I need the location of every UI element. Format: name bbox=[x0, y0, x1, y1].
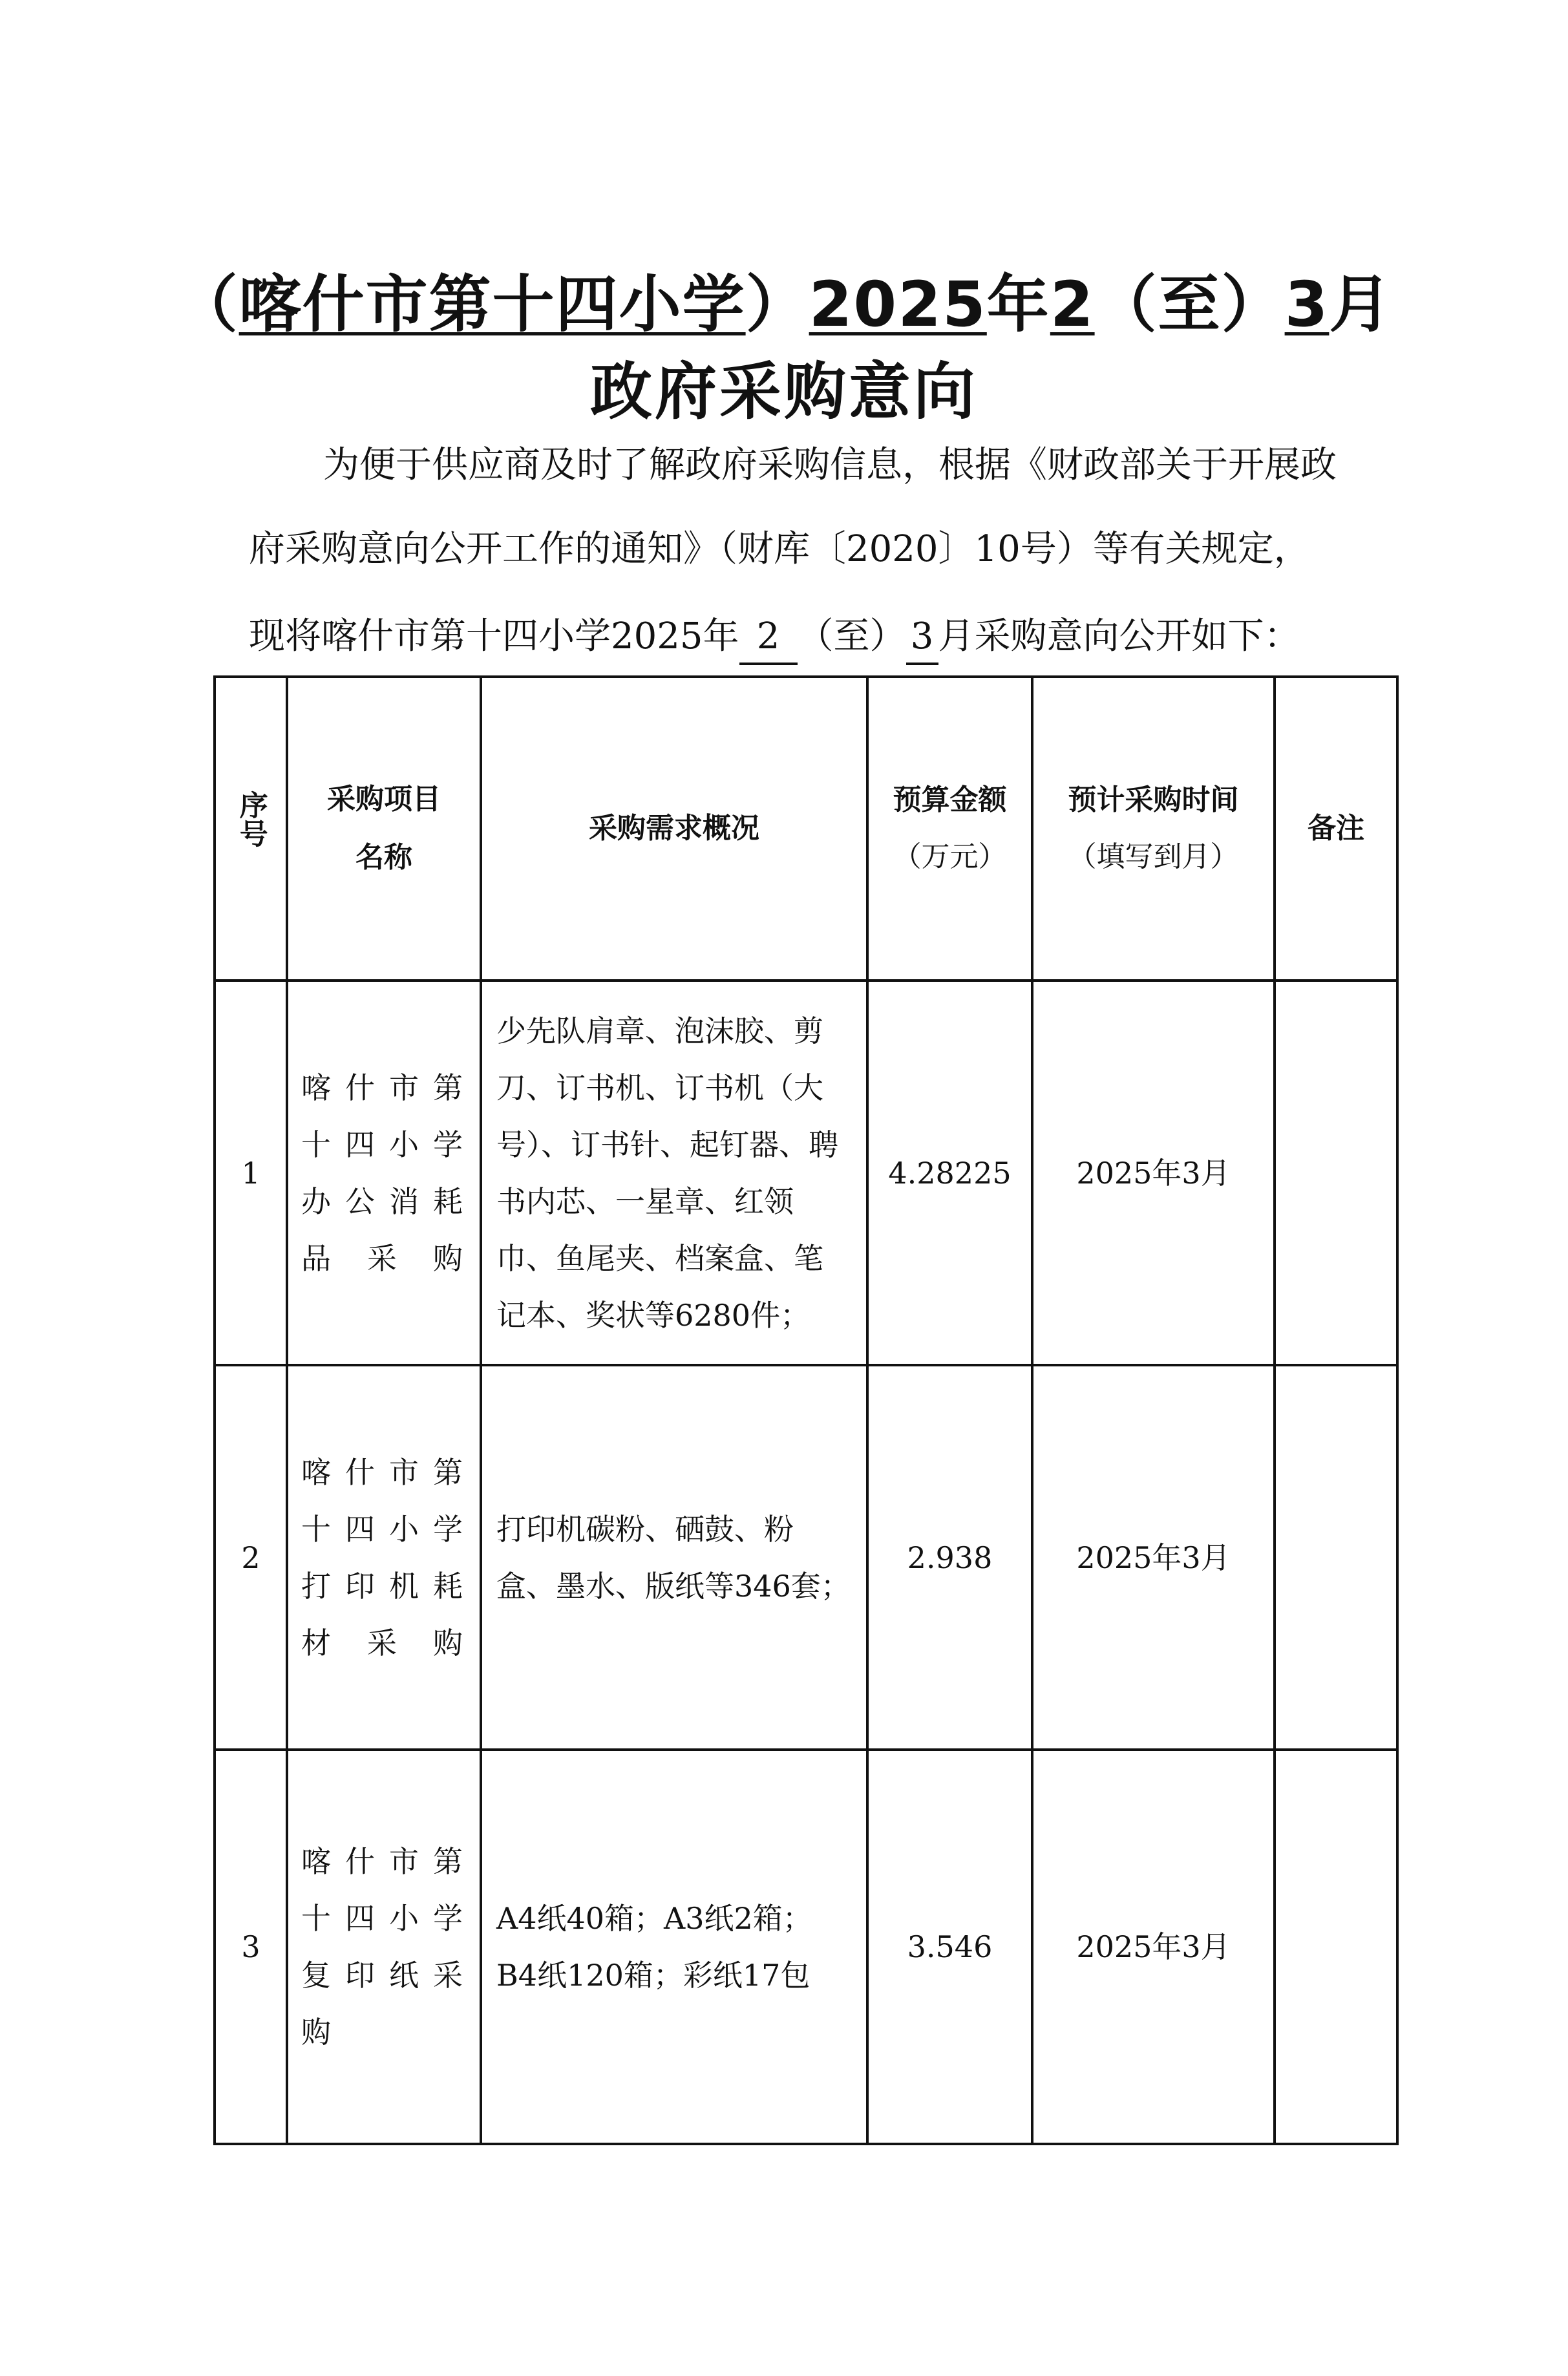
cell-name: 喀什市第十四小学打印机耗材采购 bbox=[287, 1365, 481, 1750]
cell-desc: 打印机碳粉、硒鼓、粉盒、墨水、版纸等346套； bbox=[481, 1365, 867, 1750]
title-month-from: 2 bbox=[1050, 268, 1095, 341]
cell-remark bbox=[1275, 1750, 1397, 2144]
cell-time: 2025年3月 bbox=[1032, 981, 1275, 1365]
cell-budget: 2.938 bbox=[867, 1365, 1032, 1750]
intro-line-2: 府采购意向公开工作的通知》（财库〔2020〕10号）等有关规定， bbox=[249, 528, 1310, 570]
intro-month-to: 3 bbox=[906, 611, 938, 665]
title-year: 2025 bbox=[809, 268, 987, 341]
intro-line-1: 为便于供应商及时了解政府采购信息，根据《财政部关于开展政 bbox=[323, 444, 1337, 486]
table-row bbox=[215, 1750, 1397, 2144]
cell-desc: A4纸40箱；A3纸2箱；B4纸120箱；彩纸17包 bbox=[481, 1750, 867, 2144]
cell-seq: 3 bbox=[215, 1750, 287, 2144]
cell-name: 喀什市第十四小学复印纸采购 bbox=[287, 1750, 481, 2144]
cell-name: 喀什市第十四小学办公消耗品采购 bbox=[287, 981, 481, 1365]
header-remark: 备注 bbox=[1275, 677, 1397, 981]
header-time: 预计采购时间 （填写到月） bbox=[1032, 677, 1275, 981]
intro-line-3-text-c: 月采购意向公开如下： bbox=[938, 615, 1300, 657]
document-title bbox=[0, 255, 1568, 344]
cell-remark bbox=[1275, 981, 1397, 1365]
title-year-unit: 年 bbox=[986, 268, 1050, 341]
cell-budget: 4.28225 bbox=[867, 981, 1032, 1365]
cell-budget: 3.546 bbox=[867, 1750, 1032, 2144]
header-desc: 采购需求概况 bbox=[481, 677, 867, 981]
intro-month-from: 2 bbox=[739, 611, 798, 665]
table-header-row bbox=[215, 677, 1397, 981]
document-subtitle: 政府采购意向 bbox=[590, 355, 978, 428]
title-school-name: 喀什市第十四小学 bbox=[238, 268, 746, 341]
title-close-paren: ） bbox=[745, 268, 809, 341]
table-row bbox=[215, 981, 1397, 1365]
header-seq: 序号 bbox=[215, 677, 287, 981]
intro-line-3 bbox=[249, 611, 1361, 665]
procurement-table bbox=[213, 675, 1399, 2145]
intro-line-3-text-a: 现将喀什市第十四小学2025年 bbox=[249, 615, 739, 657]
intro-line-3-text-b: （至） bbox=[797, 615, 906, 657]
cell-remark bbox=[1275, 1365, 1397, 1750]
header-budget: 预算金额 （万元） bbox=[867, 677, 1032, 981]
cell-seq: 2 bbox=[215, 1365, 287, 1750]
cell-seq: 1 bbox=[215, 981, 287, 1365]
cell-time: 2025年3月 bbox=[1032, 1365, 1275, 1750]
cell-desc: 少先队肩章、泡沫胶、剪刀、订书机、订书机（大号）、订书针、起钉器、聘书内芯、一星章、红领巾、鱼尾夹、档案盒、笔记本、奖状等6280件； bbox=[481, 981, 867, 1365]
title-month-to: 3 bbox=[1284, 268, 1330, 341]
header-name: 采购项目名称 bbox=[287, 677, 481, 981]
table-row bbox=[215, 1365, 1397, 1750]
title-open-paren: （ bbox=[175, 268, 239, 341]
title-to-word: （至） bbox=[1094, 268, 1285, 341]
cell-time: 2025年3月 bbox=[1032, 1750, 1275, 2144]
title-month-unit: 月 bbox=[1329, 268, 1393, 341]
